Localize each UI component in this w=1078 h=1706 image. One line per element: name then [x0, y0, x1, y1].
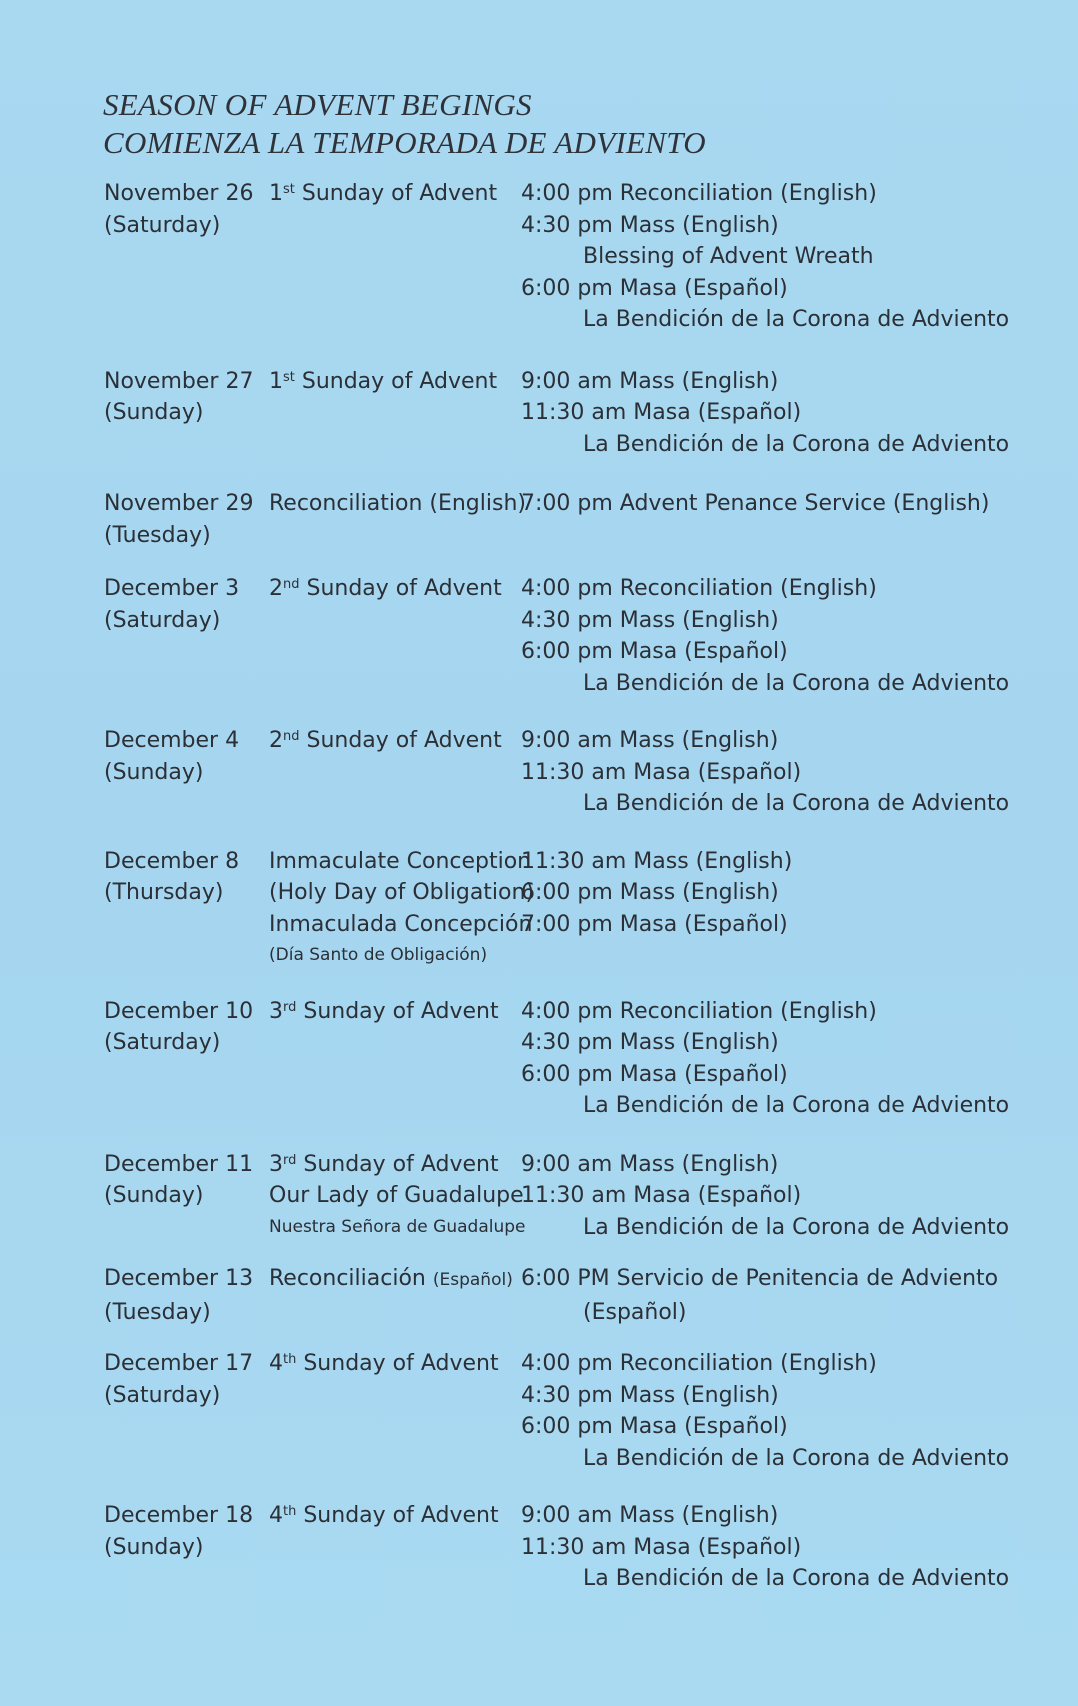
- entry-occasion: Reconciliation (English): [269, 491, 526, 516]
- schedule-entry: [104, 725, 1064, 820]
- entry-service-note: La Bendición de la Corona de Adviento: [583, 307, 1010, 332]
- entry-occasion: Immaculate Conception: [269, 848, 532, 874]
- schedule-entry: [104, 1348, 1064, 1474]
- entry-occasion: 3rd Sunday of Advent: [269, 998, 499, 1024]
- entry-occasion: Inmaculada Concepción: [269, 911, 533, 937]
- entry-occasion: (Día Santo de Obligación): [269, 945, 488, 965]
- entry-day: (Sunday): [104, 400, 204, 425]
- entry-date: December 11: [104, 1151, 254, 1177]
- entry-date: December 17: [104, 1351, 254, 1376]
- title-english: SEASON OF ADVENT BEGINGS: [103, 87, 532, 122]
- entry-day: (Thursday): [104, 880, 224, 905]
- title-spanish: COMIENZA LA TEMPORADA DE ADVIENTO: [103, 125, 706, 160]
- schedule-entry: [104, 488, 1064, 551]
- schedule-entry: [104, 178, 1064, 336]
- entry-date: November 26: [104, 181, 254, 206]
- entry-service: 6:00 pm Masa (Español): [521, 639, 788, 664]
- entry-day: (Saturday): [104, 212, 221, 238]
- entry-service-note: La Bendición de la Corona de Adviento: [583, 431, 1010, 457]
- entry-occasion: Our Lady of Guadalupe: [269, 1183, 524, 1208]
- entry-service-note: Blessing of Advent Wreath: [583, 244, 874, 269]
- entry-service: 9:00 am Mass (English): [521, 368, 779, 394]
- entry-service: 9:00 am Mass (English): [521, 1151, 779, 1177]
- entry-day: (Sunday): [104, 1183, 204, 1208]
- entry-service: 11:30 am Masa (Español): [521, 1183, 802, 1208]
- entry-date: December 3: [104, 576, 240, 601]
- entry-date: December 4: [104, 728, 240, 753]
- entry-service: 4:00 pm Reconciliation (English): [521, 1351, 877, 1376]
- entry-service-note: La Bendición de la Corona de Adviento: [583, 791, 1010, 816]
- entry-occasion: Reconciliación (Español): [269, 1266, 513, 1291]
- entry-service: 6:00 pm Masa (Español): [521, 1061, 788, 1087]
- entry-day: (Sunday): [104, 1534, 204, 1560]
- entry-service: 11:30 am Masa (Español): [521, 1534, 802, 1560]
- entry-occasion: (Holy Day of Obligation): [269, 880, 535, 905]
- schedule-entry: [104, 1149, 1064, 1244]
- entry-occasion: 2nd Sunday of Advent: [269, 728, 502, 753]
- entry-day: (Tuesday): [104, 522, 211, 548]
- entry-date: November 29: [104, 491, 254, 516]
- entry-service-note: (Español): [583, 1299, 687, 1325]
- entry-day: (Tuesday): [104, 1299, 211, 1325]
- entry-service: 4:30 pm Mass (English): [521, 1382, 779, 1408]
- entry-occasion: Nuestra Señora de Guadalupe: [269, 1216, 526, 1237]
- entry-service-note: La Bendición de la Corona de Adviento: [583, 1214, 1010, 1240]
- entry-service: 7:00 pm Masa (Español): [521, 911, 788, 937]
- entry-date: December 18: [104, 1503, 254, 1528]
- entry-service-note: La Bendición de la Corona de Adviento: [583, 1445, 1010, 1471]
- entry-date: December 8: [104, 848, 240, 874]
- entry-service: 4:30 pm Mass (English): [521, 607, 779, 633]
- entry-day: (Sunday): [104, 759, 204, 785]
- schedule-entry: [104, 1263, 1064, 1328]
- entry-day: (Saturday): [104, 607, 221, 633]
- entry-service-note: La Bendición de la Corona de Adviento: [583, 670, 1010, 696]
- entry-occasion: 1st Sunday of Advent: [269, 181, 498, 206]
- entry-service: 4:30 pm Mass (English): [521, 1030, 779, 1055]
- heading-block: [103, 86, 706, 162]
- entry-occasion: 1st Sunday of Advent: [269, 368, 498, 394]
- entry-service: 7:00 pm Advent Penance Service (English): [521, 491, 990, 516]
- entry-occasion: 4th Sunday of Advent: [269, 1503, 499, 1528]
- entry-service-note: La Bendición de la Corona de Adviento: [583, 1566, 1010, 1591]
- entry-occasion: 3rd Sunday of Advent: [269, 1151, 499, 1177]
- entry-service: 9:00 am Mass (English): [521, 1503, 779, 1528]
- entry-date: December 10: [104, 998, 254, 1024]
- entry-day: (Saturday): [104, 1382, 221, 1408]
- entry-service: 11:30 am Mass (English): [521, 848, 793, 874]
- entry-service: 4:30 pm Mass (English): [521, 212, 779, 238]
- entry-occasion: 4th Sunday of Advent: [269, 1351, 499, 1376]
- entry-date: December 13: [104, 1266, 254, 1291]
- entry-service: 11:30 am Masa (Español): [521, 759, 802, 785]
- schedule-entry: [104, 573, 1064, 699]
- entry-day: (Saturday): [104, 1030, 221, 1055]
- entry-service: 4:00 pm Reconciliation (English): [521, 998, 877, 1024]
- entry-service-note: La Bendición de la Corona de Adviento: [583, 1093, 1010, 1118]
- entry-service: 4:00 pm Reconciliation (English): [521, 576, 877, 601]
- schedule-entry: [104, 1500, 1064, 1595]
- entry-service: 6:00 pm Masa (Español): [521, 275, 788, 301]
- schedule-entry: [104, 366, 1064, 461]
- schedule-entry: [104, 996, 1064, 1122]
- entry-service: 6:00 pm Mass (English): [521, 880, 779, 905]
- advent-schedule: [104, 178, 1064, 1627]
- entry-service: 9:00 am Mass (English): [521, 728, 779, 753]
- entry-occasion: 2nd Sunday of Advent: [269, 576, 502, 601]
- schedule-entry: [104, 846, 1064, 972]
- entry-service: 11:30 am Masa (Español): [521, 400, 802, 425]
- entry-service: 4:00 pm Reconciliation (English): [521, 181, 877, 206]
- entry-service: 6:00 PM Servicio de Penitencia de Adviento: [521, 1266, 999, 1291]
- entry-service: 6:00 pm Masa (Español): [521, 1414, 788, 1439]
- entry-date: November 27: [104, 368, 254, 394]
